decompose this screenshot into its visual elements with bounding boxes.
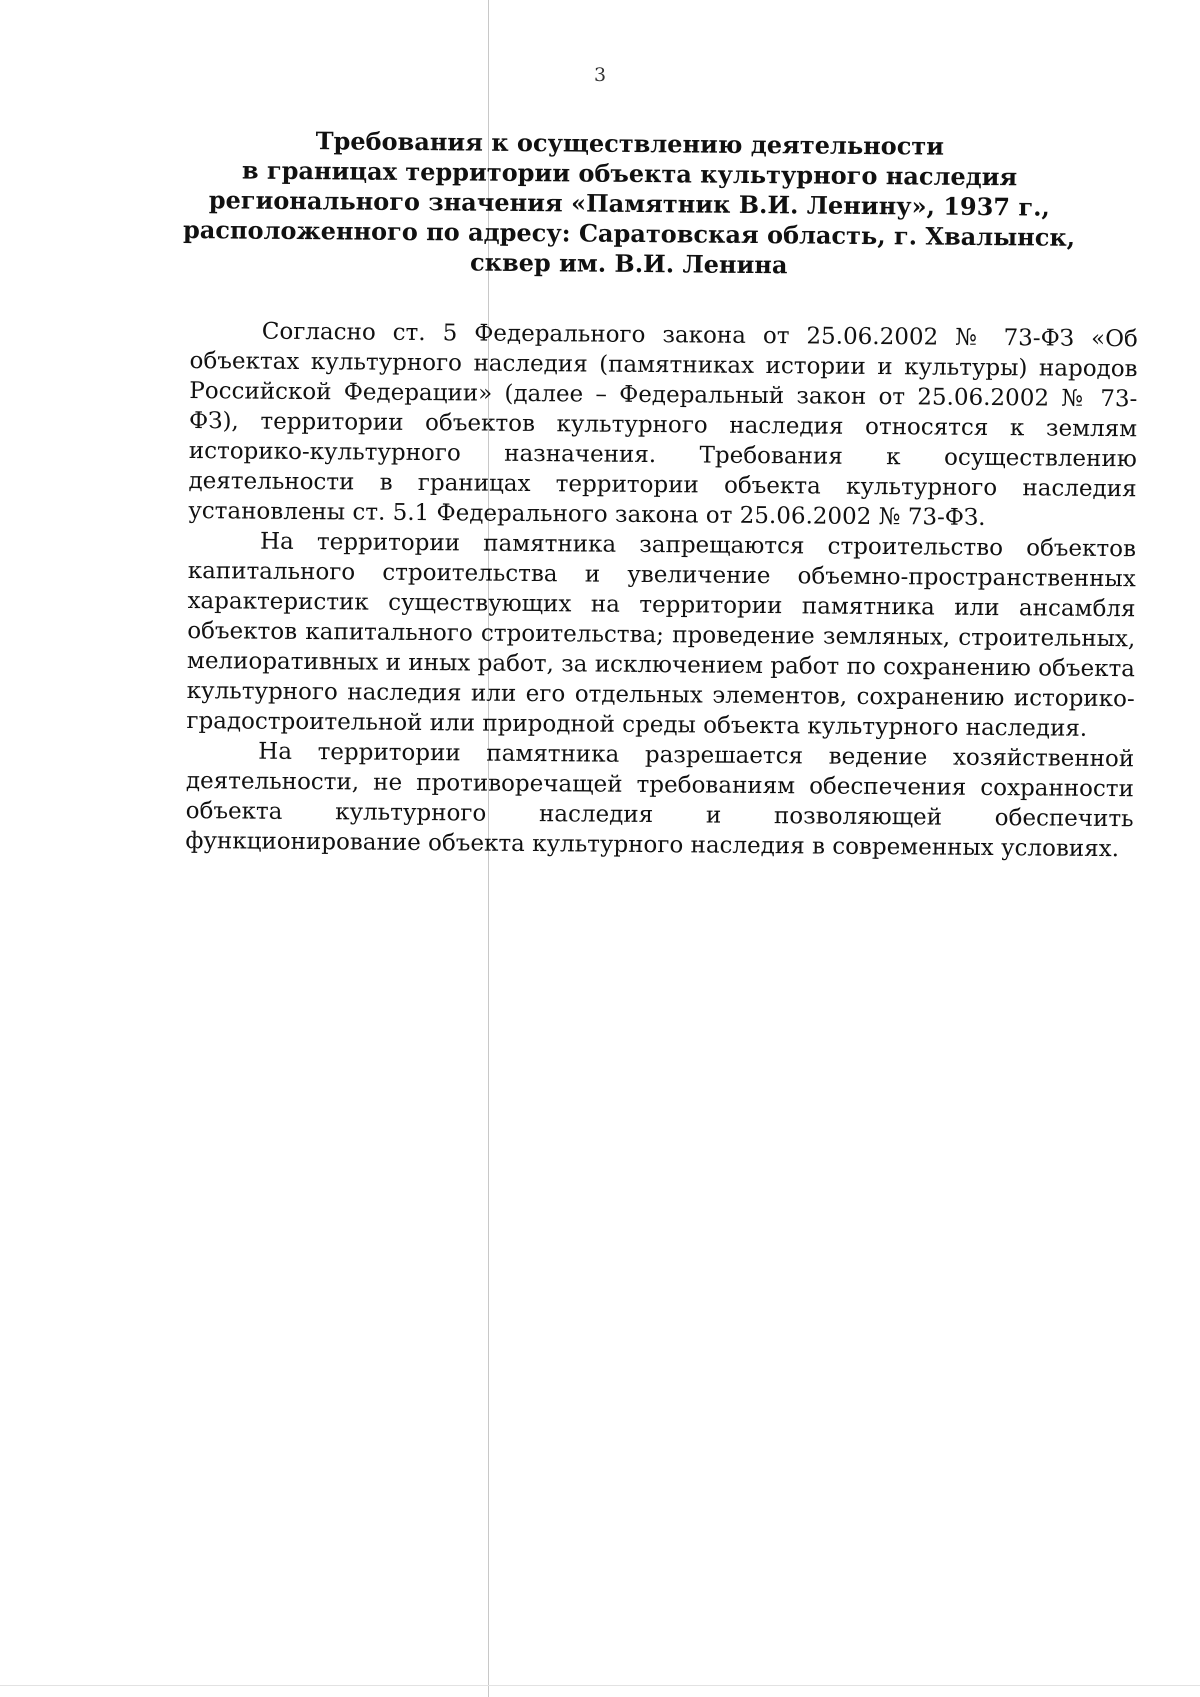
- paragraph: Согласно ст. 5 Федерального закона от 25.06.2002 № 73-ФЗ «Об объектах культурного наследия (памятниках истории и культуры) народов Российской Федерации» (далее – Федеральный закон от 25.06.2002 № 73-ФЗ), территории объектов культурного наследия относятся к землям историко-культурного назначения. Требования к осуществлению деятельности в границах территории объекта культурного наследия установлены ст. 5.1 Федерального закона от 25.06.2002 № 73-ФЗ.: [188, 318, 1138, 531]
- page-number: 3: [593, 64, 607, 86]
- document-title: [179, 125, 1080, 283]
- title-line: в границах территории объекта культурного наследия: [241, 155, 1018, 192]
- title-line: расположенного по адресу: Саратовская область, г. Хвалынск,: [182, 215, 1076, 252]
- paragraph: На территории памятника запрещаются строительство объектов капитального строительства и увеличение объемно-пространственных характеристик существующих на территории памятника или ансамбля объектов капитального строительства; проведение земляных, строительных, мелиоративных и иных работ, за исключением работ по сохранению объекта культурного наследия или его отдельных элементов, сохранению историко-градостроительной или природной среды объекта культурного наследия.: [186, 528, 1137, 742]
- title-line: сквер им. В.И. Ленина: [469, 247, 788, 280]
- paragraph: На территории памятника разрешается ведение хозяйственной деятельности, не противоречащей требованиям обеспечения сохранности объекта культурного наследия и позволяющей обеспечить функционирование объекта культурного наследия в современных условиях.: [185, 738, 1135, 863]
- title-line: регионального значения «Памятник В.И. Ленину», 1937 г.,: [208, 185, 1050, 222]
- title-line: Требования к осуществлению деятельности: [315, 126, 945, 161]
- scan-bottom-edge: [0, 1685, 1200, 1686]
- document-body: [185, 316, 1138, 864]
